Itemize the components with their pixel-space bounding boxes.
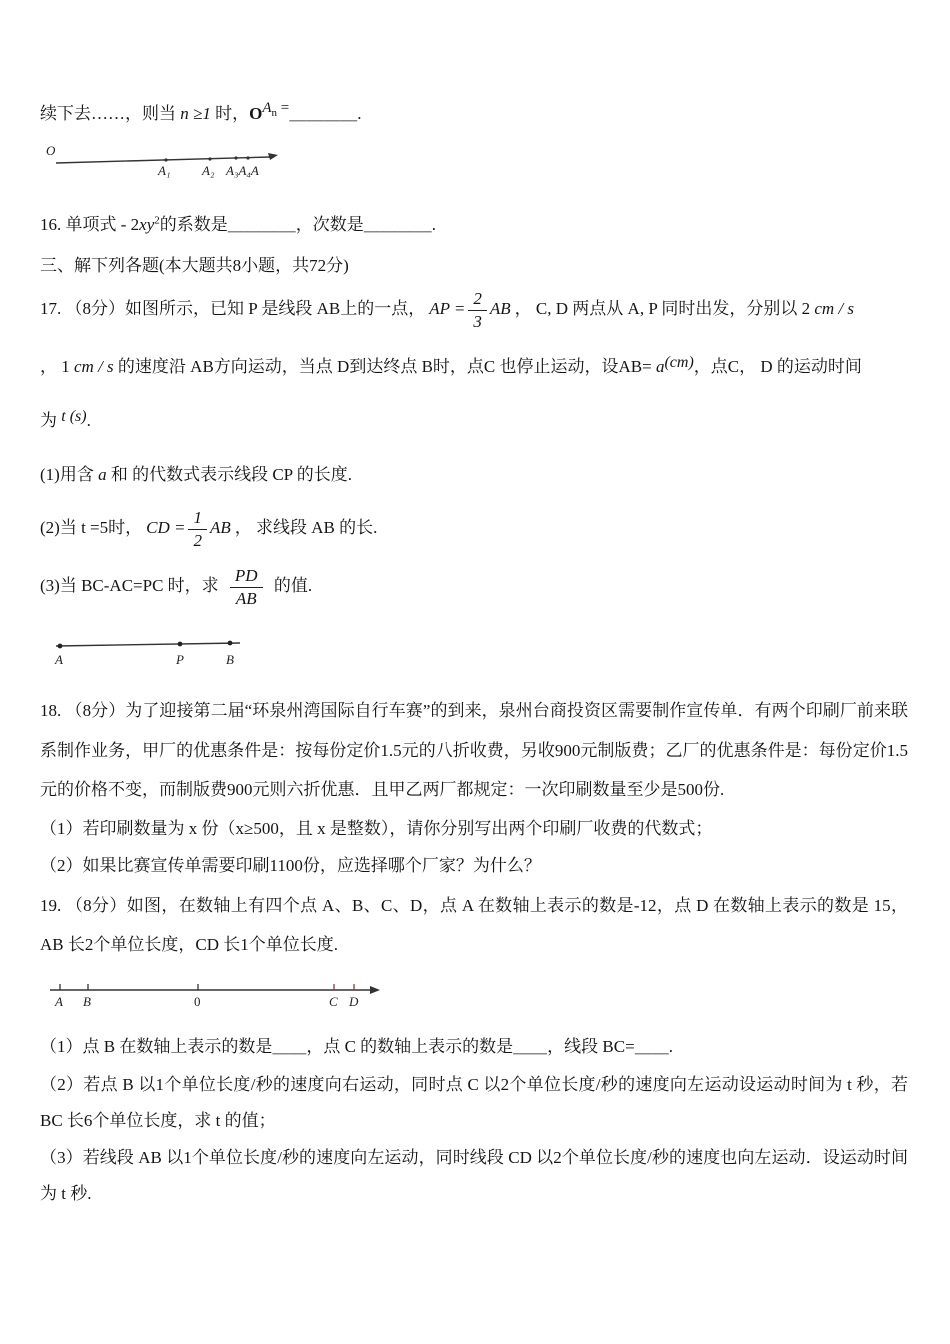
q17-unit-cm-paren: (cm) (664, 354, 694, 372)
q15-condition: n ≥1 (180, 104, 211, 123)
q15-figure (44, 142, 908, 185)
q19-part2-text: （2）若点 B 以1个单位长度/秒的速度向右运动，同时点 C 以2个单位长度/秒的速度向左运动设运动时间为 t 秒，若 BC 长6个单位长度，求 t 的值； (40, 1074, 908, 1130)
q17-fraction-pd-ab (227, 566, 266, 608)
q16-exponent: 2 (154, 213, 160, 226)
fig3-label-a: A (55, 994, 63, 1010)
q17-part2-pre: (2)当 t =5时， (40, 518, 143, 538)
q18-part2-text: （2）如果比赛宣传单需要印刷1100份，应选择哪个厂家？为什么？ (40, 856, 541, 876)
fig1-label-o: O (46, 142, 56, 158)
point-b-dot (228, 641, 233, 646)
q17-part3-line (40, 566, 908, 608)
q17-line3-end: . (86, 411, 91, 431)
q19-paragraph (40, 886, 908, 964)
point-a-dot (58, 644, 63, 649)
number-ray-figure (44, 142, 284, 180)
q17-line3-pre: 为 (40, 411, 62, 431)
fig2-label-a: A (55, 652, 63, 668)
q18-part1-line (40, 811, 908, 847)
q15-answer-blank: ＿＿＿＿ (289, 104, 358, 123)
q17-part1-rest: 和 的代数式表示线段 CP 的长度. (106, 465, 352, 485)
q19-figure (46, 972, 908, 1017)
fig3-label-c: C (329, 994, 338, 1010)
q15-a-symbol: A (262, 100, 272, 116)
fraction-denominator: AB (235, 588, 257, 608)
q17-part2-post: ， 求线段 AB 的长. (234, 518, 378, 538)
q15-text-mid: 时， (210, 104, 250, 123)
q15-subscript-n: n (271, 107, 277, 119)
q18-text: 18. （8分）为了迎接第二届“环泉州湾国际自行车赛”的到来，泉州台商投资区需要制作宣传单．有两个印刷厂前来联系制作业务，甲厂的优惠条件是：按每份定价1.5元的八折收费，另收900元制版费；乙厂的优惠条件是：每份定价1.5元的价格不变，而制版费900元则六折优惠．且甲乙两厂都规定：一次印刷数量至少是500份. (40, 701, 908, 799)
q17-frac2-lhs: CD = (146, 518, 186, 538)
point-dot (246, 156, 249, 159)
q15-period: . (357, 104, 362, 123)
q17-frac1-rhs: AB (489, 298, 511, 318)
q19-part1-line (40, 1029, 908, 1065)
q17-line2-pre: ， 1 (40, 357, 74, 377)
segment-figure (52, 630, 252, 670)
q17-line2-end: ，点C， D 的运动时间 (693, 357, 862, 377)
q15-continuation-line (40, 100, 908, 130)
number-line-figure (46, 972, 386, 1012)
fraction-numerator: 1 (188, 508, 207, 530)
fig3-label-b: B (83, 994, 91, 1010)
q17-fraction-cd-equation (146, 508, 231, 550)
q16-line (40, 211, 908, 238)
q17-unit-cms: cm / s (814, 298, 855, 318)
q18-part1-text: （1）若印刷数量为 x 份（x≥500，且 x 是整数），请你分别写出两个印刷厂收费的代数式； (40, 818, 713, 838)
q19-part1-text: （1）点 B 在数轴上表示的数是＿＿，点 C 的数轴上表示的数是＿＿，线段 BC=＿＿. (40, 1037, 673, 1057)
fraction-two-thirds (468, 289, 487, 331)
q17-var-a: a (655, 357, 665, 377)
q17-frac2-rhs: AB (209, 518, 231, 538)
q17-time-ts: t (s) (61, 408, 87, 426)
q17-part1-pre: (1)用含 (40, 465, 99, 485)
q17-intro-line2 (40, 351, 908, 383)
q15-oan-expression (262, 100, 290, 119)
q15-equals-sign: = (277, 100, 290, 116)
q15-point-o: O (249, 104, 263, 123)
section-3-heading (40, 252, 908, 279)
q16-text-post: 的系数是＿＿＿＿，次数是＿＿＿＿. (159, 214, 437, 234)
q19-part3-line (40, 1140, 908, 1211)
q17-figure (52, 630, 908, 675)
q19-text: 19. （8分）如图，在数轴上有四个点 A、B、C、D，点 A 在数轴上表示的数是-12，点 D 在数轴上表示的数是 15，AB 长2个单位长度，CD 长1个单位长度. (40, 896, 908, 955)
point-dot (164, 158, 167, 161)
fraction-pd-over-ab (230, 566, 263, 608)
q16-monomial-vars: xy (139, 214, 155, 234)
q17-unit-cms-2: cm / s (74, 357, 114, 377)
fig1-label-a2: A₂ (202, 162, 215, 178)
q17-intro-line3 (40, 407, 908, 435)
q18-part2-line (40, 848, 908, 884)
q17-line2-mid: 的速度沿 AB方向运动，当点 D到达终点 B时，点C 也停止运动，设AB= (113, 357, 656, 377)
q17-fraction-ap-equation (429, 289, 510, 331)
q17-text-pre: 17. （8分）如图所示，已知 P 是线段 AB上的一点， (40, 298, 426, 318)
q17-intro-line1 (40, 289, 908, 331)
fig2-label-p: P (176, 652, 184, 668)
fraction-numerator: PD (230, 566, 263, 588)
fraction-denominator: 2 (193, 530, 202, 550)
q17-text-post: ， C, D 两点从 A, P 同时出发，分别以 2 (514, 298, 815, 318)
arrow-icon (268, 153, 278, 160)
fraction-one-half (188, 508, 207, 550)
q17-part3-post: 的值. (269, 576, 313, 596)
fraction-numerator: 2 (468, 289, 487, 311)
fig3-label-zero: 0 (194, 994, 201, 1010)
q17-part3-pre: (3)当 BC-AC=PC 时，求 (40, 576, 223, 596)
point-p-dot (178, 642, 183, 647)
point-dot (234, 156, 237, 159)
q18-paragraph (40, 691, 908, 808)
fig2-label-b: B (226, 652, 234, 668)
point-dot (208, 157, 211, 160)
q19-part3-text: （3）若线段 AB 以1个单位长度/秒的速度向左运动，同时线段 CD 以2个单位长度/秒的速度也向左运动．设运动时间为 t 秒. (40, 1148, 908, 1204)
fig3-label-d: D (349, 994, 359, 1010)
q16-text-pre: 16. 单项式 - 2 (40, 214, 140, 234)
fig1-label-a1: A₁ (158, 162, 171, 178)
q17-part2-line (40, 508, 908, 550)
q17-frac1-lhs: AP = (429, 298, 466, 318)
q15-text-pre: 续下去……，则当 (40, 104, 181, 123)
segment-line (56, 643, 240, 646)
q19-part2-line (40, 1067, 908, 1138)
section-3-text: 三、解下列各题(本大题共8小题，共72分) (40, 255, 349, 275)
arrow-icon (370, 986, 380, 994)
fraction-denominator: 3 (473, 311, 482, 331)
q17-part1-var-a: a (98, 465, 107, 485)
q17-part1-line (40, 461, 908, 488)
fig1-label-a3a4a: A₃A₄A (226, 162, 259, 178)
